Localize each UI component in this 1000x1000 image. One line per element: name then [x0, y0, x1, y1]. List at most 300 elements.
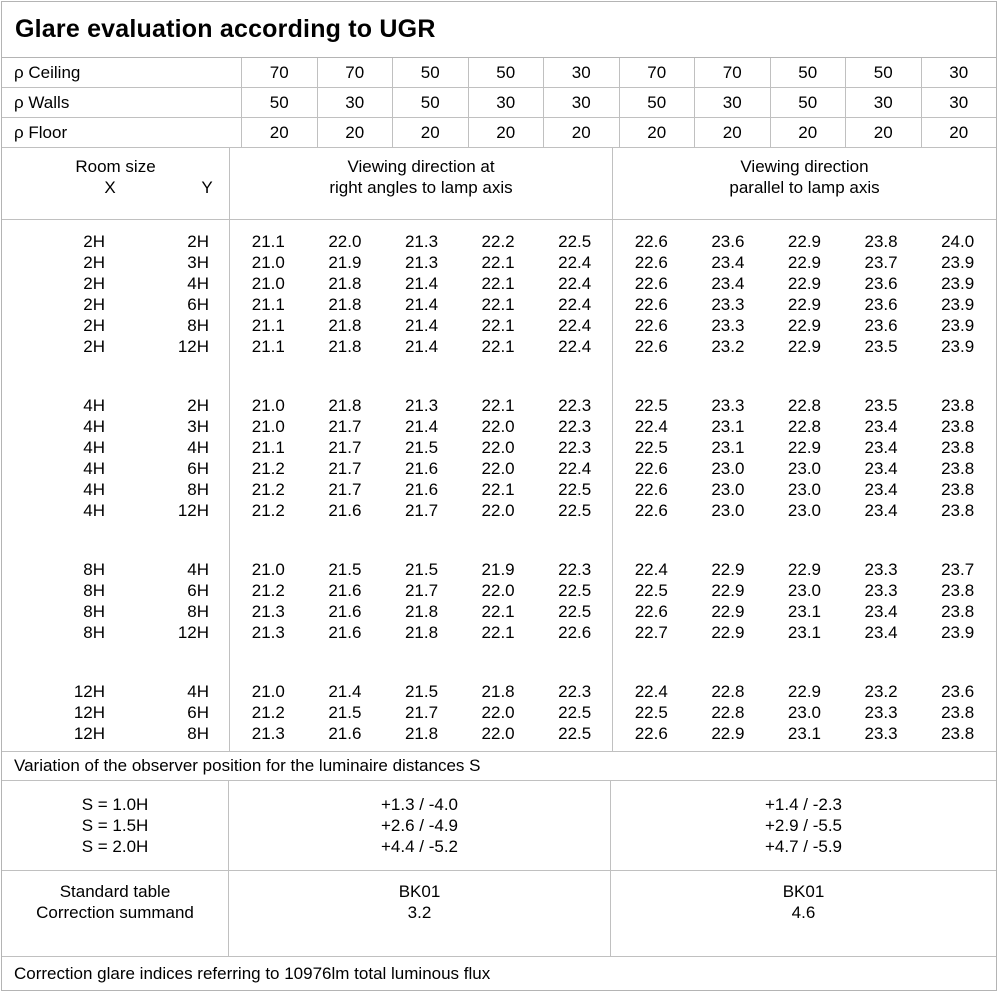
ugr-table-row — [2, 580, 996, 601]
ugr-value: 23.2 — [864, 682, 898, 701]
room-size-y: 12H — [177, 501, 209, 520]
group-header-line: Viewing direction — [740, 157, 869, 176]
ugr-table-body — [2, 220, 996, 752]
ugr-value: 21.9 — [481, 560, 515, 579]
group-header-parallel — [613, 148, 996, 219]
ugr-value: 22.3 — [558, 682, 592, 701]
ugr-table-row — [2, 479, 996, 500]
reflectance-value: 50 — [620, 88, 696, 117]
ugr-value: 21.0 — [251, 253, 285, 272]
ugr-value: 22.0 — [481, 501, 515, 520]
row-spacer — [209, 479, 230, 500]
ugr-value: 22.4 — [634, 417, 668, 436]
ugr-table-row — [2, 458, 996, 479]
ugr-value: 23.8 — [941, 480, 975, 499]
ugr-value: 23.6 — [711, 232, 745, 251]
ugr-value: 21.7 — [404, 581, 439, 600]
correction-summand-label: Correction summand — [36, 903, 194, 922]
reflectance-value: 30 — [318, 88, 394, 117]
ugr-value: 23.1 — [711, 438, 745, 457]
ugr-value: 22.5 — [558, 501, 592, 520]
ugr-value: 23.5 — [864, 396, 898, 415]
ugr-value: 22.5 — [634, 396, 668, 415]
row-spacer — [209, 702, 230, 723]
ugr-value: 23.8 — [941, 417, 975, 436]
reflectance-value: 30 — [469, 88, 545, 117]
ugr-value: 21.2 — [251, 459, 285, 478]
room-size-y: 6H — [187, 459, 209, 478]
ugr-value: 22.1 — [481, 316, 515, 335]
ugr-value: 23.4 — [864, 459, 898, 478]
ugr-value: 23.3 — [864, 703, 898, 722]
reflectance-value: 30 — [695, 88, 771, 117]
ugr-value: 21.4 — [328, 682, 362, 701]
ugr-value: 21.0 — [251, 417, 285, 436]
ugr-value: 22.5 — [558, 602, 592, 621]
ugr-value: 22.3 — [558, 438, 592, 457]
room-size-y: 8H — [187, 602, 209, 621]
ugr-value: 21.7 — [328, 417, 362, 436]
s-distance-labels — [2, 781, 229, 870]
ugr-value: 22.7 — [634, 623, 668, 642]
ugr-value: 21.1 — [251, 232, 285, 251]
ugr-value: 21.4 — [404, 274, 439, 293]
ugr-value: 22.9 — [711, 724, 745, 743]
reflectance-value: 20 — [620, 118, 696, 147]
ugr-value: 21.5 — [328, 560, 362, 579]
room-size-y: 2H — [187, 396, 209, 415]
ugr-value: 23.8 — [941, 438, 975, 457]
ugr-value: 23.0 — [787, 480, 821, 499]
column-divider — [229, 220, 230, 751]
correction-summand-value: 3.2 — [407, 903, 432, 922]
ugr-value: 23.8 — [941, 602, 975, 621]
standard-values-right-angles — [229, 871, 611, 956]
ugr-value: 22.9 — [787, 232, 821, 251]
ugr-value: 21.6 — [404, 480, 439, 499]
row-spacer — [209, 294, 230, 315]
ugr-value: 21.1 — [251, 316, 285, 335]
ugr-table-row — [2, 437, 996, 458]
ugr-value: 21.0 — [251, 560, 285, 579]
ugr-value: 23.1 — [787, 602, 821, 621]
ugr-value: 23.4 — [864, 501, 898, 520]
room-size-y: 4H — [187, 274, 209, 293]
ugr-value: 22.9 — [711, 602, 745, 621]
reflectance-table — [2, 58, 996, 148]
reflectance-value: 30 — [949, 63, 969, 82]
room-size-y: 8H — [187, 480, 209, 499]
reflectance-value: 70 — [318, 58, 394, 87]
room-size-x: 8H — [83, 581, 105, 600]
room-size-x: 12H — [73, 703, 105, 722]
ugr-value: 23.6 — [864, 316, 898, 335]
ugr-value: 22.5 — [634, 703, 668, 722]
x-column-label: X — [104, 178, 116, 197]
row-spacer — [209, 458, 230, 479]
ugr-value: 21.4 — [404, 295, 439, 314]
room-size-x: 12H — [73, 682, 105, 701]
ugr-value: 21.8 — [404, 602, 439, 621]
row-spacer — [209, 231, 230, 252]
ugr-value: 23.5 — [864, 337, 898, 356]
ugr-value: 21.8 — [404, 724, 439, 743]
ugr-value: 22.9 — [711, 581, 745, 600]
ugr-value: 21.6 — [328, 724, 362, 743]
s-values-parallel — [611, 781, 996, 870]
ugr-value: 23.0 — [787, 501, 821, 520]
room-size-x: 2H — [83, 253, 105, 272]
ugr-value: 22.9 — [787, 337, 821, 356]
room-size-y: 4H — [187, 438, 209, 457]
ugr-value: 22.4 — [634, 560, 668, 579]
room-size-y: 6H — [187, 295, 209, 314]
s-variation-value: +1.4 / -2.3 — [764, 795, 843, 814]
ugr-value: 22.6 — [558, 623, 592, 642]
ugr-value: 22.6 — [634, 337, 668, 356]
footer-note: Correction glare indices referring to 10976lm total luminous flux — [14, 964, 491, 983]
ugr-value: 23.3 — [864, 581, 898, 600]
ugr-value: 24.0 — [941, 232, 975, 251]
ugr-value: 22.3 — [558, 560, 592, 579]
ugr-value: 22.1 — [481, 274, 515, 293]
ugr-value: 22.0 — [481, 417, 515, 436]
reflectance-value: 70 — [242, 58, 318, 87]
ugr-value: 22.0 — [328, 232, 362, 251]
ugr-value: 23.9 — [941, 316, 975, 335]
ugr-value: 21.8 — [328, 316, 362, 335]
ugr-value: 21.2 — [251, 501, 285, 520]
s-distance-label: S = 1.5H — [81, 816, 149, 835]
ugr-value: 22.6 — [634, 602, 668, 621]
ugr-value: 21.8 — [328, 274, 362, 293]
variation-note-row — [2, 752, 996, 781]
reflectance-label: ρ Ceiling — [2, 58, 242, 87]
ugr-value: 22.8 — [711, 703, 745, 722]
s-variation-value: +2.9 / -5.5 — [764, 816, 843, 835]
ugr-value: 21.8 — [328, 337, 362, 356]
ugr-value: 22.5 — [634, 581, 668, 600]
ugr-value: 22.9 — [711, 560, 745, 579]
room-size-y: 3H — [187, 417, 209, 436]
ugr-value: 22.1 — [481, 480, 515, 499]
ugr-value: 22.4 — [634, 682, 668, 701]
ugr-value: 23.9 — [941, 337, 975, 356]
ugr-value: 23.0 — [787, 703, 821, 722]
ugr-value: 23.7 — [941, 560, 975, 579]
room-size-x: 4H — [83, 417, 105, 436]
observer-variation-table — [2, 781, 996, 871]
ugr-value: 22.5 — [558, 581, 592, 600]
ugr-value: 23.0 — [787, 581, 821, 600]
ugr-value: 22.6 — [634, 480, 668, 499]
ugr-value: 23.6 — [864, 274, 898, 293]
ugr-value: 22.9 — [787, 253, 821, 272]
reflectance-value: 20 — [544, 118, 620, 147]
row-spacer — [209, 273, 230, 294]
ugr-value: 22.0 — [481, 459, 515, 478]
ugr-value: 22.8 — [787, 417, 821, 436]
room-size-y: 2H — [187, 232, 209, 251]
ugr-value: 21.1 — [251, 337, 285, 356]
ugr-table-row — [2, 559, 996, 580]
room-size-x: 4H — [83, 438, 105, 457]
reflectance-label: ρ Walls — [2, 88, 242, 117]
ugr-value: 23.6 — [864, 295, 898, 314]
ugr-value: 23.4 — [711, 274, 745, 293]
ugr-value: 22.9 — [711, 623, 745, 642]
standard-table-labels — [2, 871, 229, 956]
reflectance-row — [2, 118, 996, 148]
ugr-value: 23.0 — [711, 501, 745, 520]
ugr-value: 22.0 — [481, 703, 515, 722]
group-header-line: Viewing direction at — [347, 157, 495, 176]
ugr-table-row — [2, 336, 996, 357]
ugr-value: 22.1 — [481, 623, 515, 642]
standard-table-section — [2, 871, 996, 957]
group-header-right-angles — [230, 148, 613, 219]
reflectance-row — [2, 58, 996, 88]
ugr-value: 21.7 — [328, 459, 362, 478]
ugr-value: 23.4 — [864, 417, 898, 436]
reflectance-value: 20 — [318, 118, 394, 147]
ugr-value: 22.6 — [634, 232, 668, 251]
ugr-value: 22.4 — [558, 337, 592, 356]
ugr-value: 22.1 — [481, 396, 515, 415]
ugr-table-row — [2, 622, 996, 643]
reflectance-value: 50 — [469, 58, 545, 87]
row-spacer — [209, 500, 230, 521]
ugr-value: 22.2 — [481, 232, 515, 251]
reflectance-label: ρ Floor — [2, 118, 242, 147]
ugr-value: 23.8 — [864, 232, 898, 251]
ugr-table-row — [2, 681, 996, 702]
ugr-value: 21.7 — [328, 480, 362, 499]
ugr-value: 21.3 — [404, 232, 439, 251]
room-size-x: 2H — [83, 274, 105, 293]
ugr-value: 22.6 — [634, 253, 668, 272]
reflectance-value: 20 — [846, 118, 922, 147]
ugr-value: 21.2 — [251, 703, 285, 722]
row-spacer — [209, 723, 230, 744]
ugr-table-row — [2, 601, 996, 622]
ugr-value: 23.2 — [711, 337, 745, 356]
room-size-x: 4H — [83, 396, 105, 415]
ugr-value: 21.4 — [404, 337, 439, 356]
ugr-value: 22.6 — [634, 316, 668, 335]
ugr-table-row — [2, 231, 996, 252]
ugr-value: 23.0 — [787, 459, 821, 478]
row-spacer — [209, 416, 230, 437]
ugr-table-row — [2, 702, 996, 723]
row-spacer — [209, 437, 230, 458]
ugr-value: 22.4 — [558, 459, 592, 478]
reflectance-value: 50 — [771, 88, 847, 117]
ugr-value: 21.8 — [328, 295, 362, 314]
table-header — [2, 148, 996, 220]
ugr-value: 21.5 — [404, 682, 439, 701]
ugr-value: 22.5 — [558, 703, 592, 722]
reflectance-value: 20 — [469, 118, 545, 147]
ugr-value: 23.8 — [941, 501, 975, 520]
reflectance-value: 50 — [393, 88, 469, 117]
ugr-value: 23.3 — [864, 724, 898, 743]
room-size-x: 12H — [73, 724, 105, 743]
ugr-value: 21.7 — [404, 501, 439, 520]
ugr-value: 23.8 — [941, 396, 975, 415]
ugr-value: 23.4 — [864, 438, 898, 457]
ugr-value: 21.6 — [404, 459, 439, 478]
ugr-value: 22.6 — [634, 501, 668, 520]
ugr-value: 22.9 — [787, 682, 821, 701]
ugr-value: 21.5 — [328, 703, 362, 722]
page-title: Glare evaluation according to UGR — [15, 15, 436, 43]
reflectance-value: 20 — [242, 118, 318, 147]
ugr-value: 23.3 — [711, 396, 745, 415]
room-size-x: 8H — [83, 602, 105, 621]
room-size-y: 8H — [187, 316, 209, 335]
ugr-value: 23.9 — [941, 623, 975, 642]
ugr-value: 21.3 — [251, 602, 285, 621]
room-size-header-cell — [2, 148, 230, 219]
room-size-y: 6H — [187, 703, 209, 722]
row-spacer — [209, 252, 230, 273]
ugr-value: 22.3 — [558, 396, 592, 415]
room-size-x: 4H — [83, 459, 105, 478]
ugr-value: 23.4 — [864, 602, 898, 621]
s-values-right-angles — [229, 781, 611, 870]
room-size-x: 2H — [83, 232, 105, 251]
room-size-x: 4H — [83, 480, 105, 499]
ugr-value: 21.8 — [328, 396, 362, 415]
s-variation-value: +4.7 / -5.9 — [764, 837, 843, 856]
reflectance-value: 20 — [771, 118, 847, 147]
room-size-x: 2H — [83, 316, 105, 335]
ugr-value: 22.9 — [787, 560, 821, 579]
reflectance-value: 30 — [949, 93, 969, 112]
s-distance-label: S = 2.0H — [81, 837, 149, 856]
s-distance-label: S = 1.0H — [81, 795, 149, 814]
ugr-value: 22.5 — [558, 232, 592, 251]
ugr-value: 23.9 — [941, 253, 975, 272]
group-header-line: parallel to lamp axis — [729, 178, 880, 197]
ugr-value: 22.6 — [634, 724, 668, 743]
room-size-y: 6H — [187, 581, 209, 600]
room-size-x: 2H — [83, 295, 105, 314]
reflectance-value: 70 — [620, 58, 696, 87]
reflectance-value: 30 — [846, 88, 922, 117]
ugr-value: 22.0 — [481, 581, 515, 600]
room-size-y: 3H — [187, 253, 209, 272]
ugr-value: 21.4 — [404, 417, 439, 436]
ugr-value: 22.5 — [558, 724, 592, 743]
ugr-value: 23.3 — [711, 316, 745, 335]
ugr-value: 23.4 — [864, 623, 898, 642]
ugr-value: 23.4 — [864, 480, 898, 499]
ugr-value: 22.6 — [634, 274, 668, 293]
title-row — [2, 2, 996, 58]
ugr-value: 21.8 — [481, 682, 515, 701]
ugr-value: 22.1 — [481, 253, 515, 272]
ugr-value: 21.0 — [251, 682, 285, 701]
ugr-value: 23.1 — [787, 724, 821, 743]
ugr-value: 23.3 — [711, 295, 745, 314]
ugr-value: 22.6 — [634, 459, 668, 478]
ugr-value: 22.6 — [634, 295, 668, 314]
reflectance-value: 20 — [949, 123, 969, 142]
correction-summand-value: 4.6 — [791, 903, 816, 922]
ugr-table-row — [2, 723, 996, 744]
room-size-y: 4H — [187, 560, 209, 579]
s-variation-value: +2.6 / -4.9 — [380, 816, 459, 835]
reflectance-value: 30 — [544, 58, 620, 87]
ugr-value: 21.5 — [404, 438, 439, 457]
ugr-value: 21.6 — [328, 602, 362, 621]
ugr-value: 22.8 — [711, 682, 745, 701]
room-size-x: 2H — [83, 337, 105, 356]
ugr-value: 22.9 — [787, 295, 821, 314]
ugr-value: 21.6 — [328, 501, 362, 520]
variation-note: Variation of the observer position for the luminaire distances S — [14, 756, 481, 775]
ugr-value: 23.8 — [941, 703, 975, 722]
room-size-y: 12H — [177, 623, 209, 642]
row-spacer — [209, 622, 230, 643]
row-spacer — [209, 681, 230, 702]
ugr-value: 21.0 — [251, 396, 285, 415]
room-size-y: 4H — [187, 682, 209, 701]
room-size-y: 12H — [177, 337, 209, 356]
group-divider — [612, 220, 613, 751]
ugr-value: 21.5 — [404, 560, 439, 579]
ugr-value: 21.3 — [404, 396, 439, 415]
ugr-value: 21.6 — [328, 581, 362, 600]
ugr-value: 21.2 — [251, 581, 285, 600]
ugr-table-row — [2, 500, 996, 521]
ugr-value: 23.0 — [711, 480, 745, 499]
ugr-value: 21.1 — [251, 438, 285, 457]
ugr-value: 21.3 — [251, 623, 285, 642]
ugr-value: 22.4 — [558, 253, 592, 272]
ugr-value: 22.0 — [481, 438, 515, 457]
ugr-value: 21.4 — [404, 316, 439, 335]
standard-values-parallel — [611, 871, 996, 956]
ugr-value: 23.3 — [864, 560, 898, 579]
room-size-x: 8H — [83, 623, 105, 642]
reflectance-value: 50 — [242, 88, 318, 117]
standard-table-value: BK01 — [398, 882, 441, 901]
ugr-value: 23.7 — [864, 253, 898, 272]
ugr-value: 21.3 — [251, 724, 285, 743]
ugr-value: 22.9 — [787, 316, 821, 335]
s-variation-value: +4.4 / -5.2 — [380, 837, 459, 856]
ugr-value: 23.1 — [711, 417, 745, 436]
room-size-label: Room size — [75, 157, 156, 176]
ugr-value: 22.9 — [787, 438, 821, 457]
ugr-table-row — [2, 315, 996, 336]
ugr-value: 22.1 — [481, 337, 515, 356]
ugr-value: 22.8 — [787, 396, 821, 415]
ugr-value: 22.5 — [558, 480, 592, 499]
ugr-value: 22.4 — [558, 295, 592, 314]
group-header-line: right angles to lamp axis — [329, 178, 513, 197]
standard-table-value: BK01 — [782, 882, 825, 901]
room-size-y: 8H — [187, 724, 209, 743]
ugr-table-row — [2, 416, 996, 437]
ugr-value: 21.7 — [404, 703, 439, 722]
standard-table-label: Standard table — [59, 882, 171, 901]
row-spacer — [209, 601, 230, 622]
ugr-value: 21.1 — [251, 295, 285, 314]
